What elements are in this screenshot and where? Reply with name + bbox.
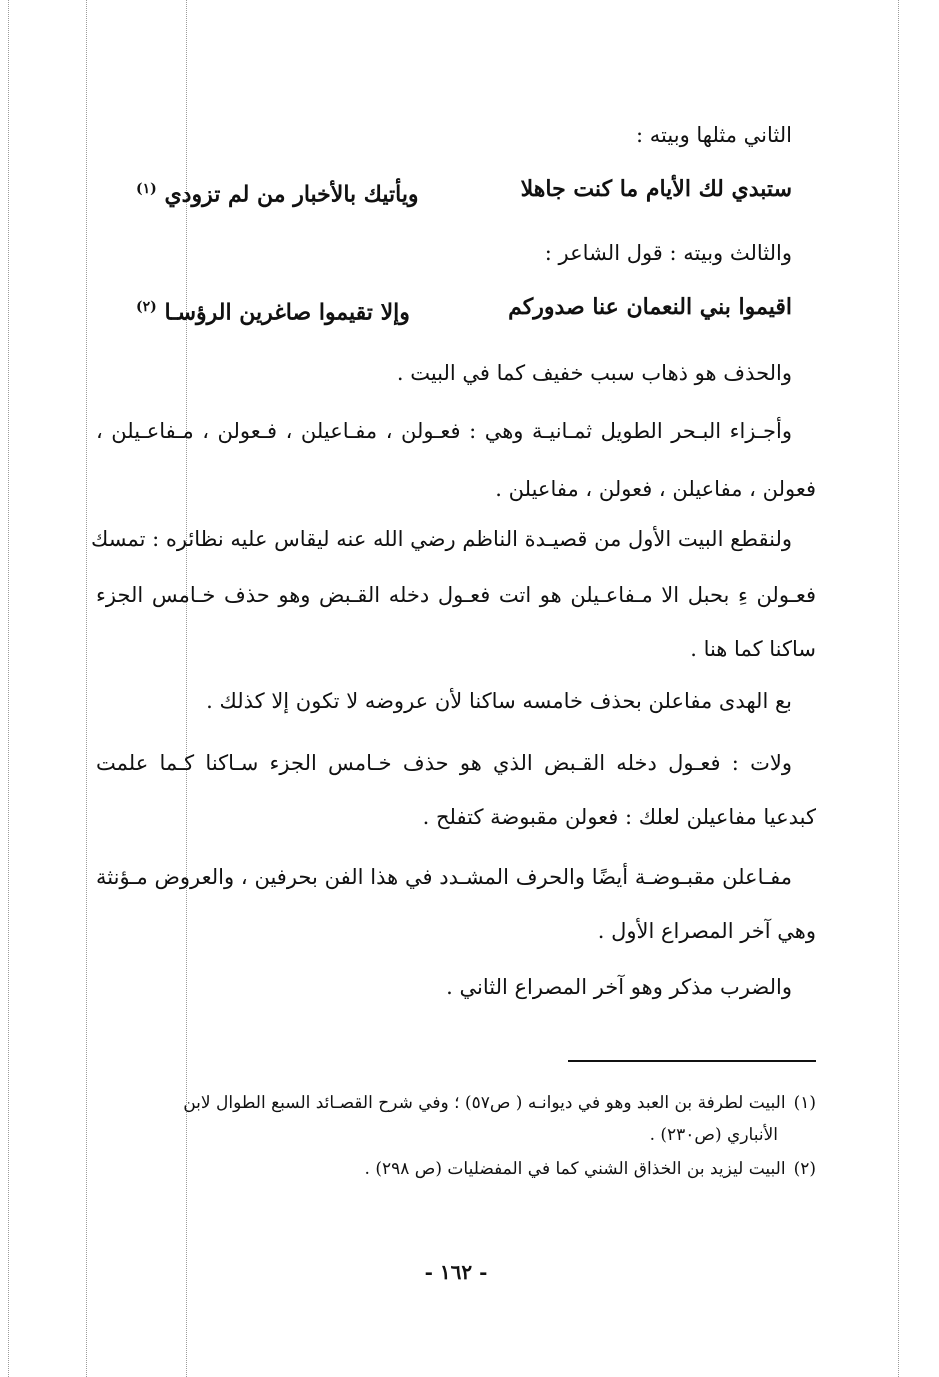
body-line: والثالث وبيته : قول الشاعر : xyxy=(544,241,792,265)
scan-dotted-guide xyxy=(8,0,9,1377)
body-line: وهي آخر المصراع الأول . xyxy=(597,919,816,943)
verse-second-hemistich-text: وإلا تقيموا صاغرين الرؤسـا xyxy=(164,299,410,326)
verse-second-hemistich-text: ويأتيك بالأخبار من لم تزودي xyxy=(164,181,419,208)
body-line: مفـاعلن مقبـوضـة أيضًا والحرف المشـدد في هذا الفن بحرفين ، والعروض مـؤنثة xyxy=(96,865,792,889)
footnote-text: البيت ليزيد بن الخذاق الشني كما في المفضليات (ص ٢٩٨) . xyxy=(364,1159,786,1179)
footnote-number: (٢) xyxy=(793,1159,816,1179)
body-line: وأجـزاء البـحر الطويل ثمـانيـة وهي : فعـولن ، مفـاعيلن ، فـعولن ، مـفاعـيلن ، xyxy=(96,419,792,443)
footnote-reference: (٢) xyxy=(136,299,157,315)
body-line: ولنقطع البيت الأول من قصيـدة الناظم رضي الله عنه ليقاس عليه نظائره : تمسك xyxy=(91,527,792,551)
page-number: - ١٦٢ - xyxy=(424,1260,488,1284)
footnote-1-continuation: الأنباري (ص٢٣٠) . xyxy=(649,1125,778,1145)
footnote-reference: (١) xyxy=(136,181,157,197)
body-line: والحذف هو ذهاب سبب خفيف كما في البيت . xyxy=(396,361,792,385)
book-page xyxy=(91,110,816,1310)
verse-first-hemistich: اقيموا بني النعمان عنا صدوركم xyxy=(508,294,792,320)
body-line: والضرب مذكر وهو آخر المصراع الثاني . xyxy=(446,975,792,999)
footnote-1 xyxy=(96,1090,816,1116)
body-line: فعولن ، مفاعيلن ، فعولن ، مفاعيلن . xyxy=(495,477,816,501)
verse-first-hemistich: ستبدي لك الأيام ما كنت جاهلا xyxy=(520,176,792,202)
verse-second-hemistich xyxy=(136,290,410,329)
scan-dotted-guide xyxy=(898,0,899,1377)
body-line: ولات : فعـول دخله القـبض الذي هو حذف خـامس الجزء سـاكنا كـما علمت xyxy=(96,751,792,775)
footnote-separator xyxy=(568,1060,816,1062)
body-line: ساكنا كما هنا . xyxy=(690,637,816,661)
scan-dotted-guide xyxy=(86,0,87,1377)
body-line: فعـولن ءِ بحبل الا مـفاعـيلن هو اتت فعـول دخله القـبض وهو حذف خـامس الجزء xyxy=(96,583,816,607)
footnote-number: (١) xyxy=(793,1093,816,1113)
footnote-text: البيت لطرفة بن العبد وهو في ديوانـه ( ص٥٧) ؛ وفي شرح القصـائد السبع الطوال لابن xyxy=(183,1093,786,1113)
body-line: كبدعيا مفاعيلن لعلك : فعولن مقبوضة كتفلح . xyxy=(422,805,816,829)
body-line: الثاني مثلها وبيته : xyxy=(636,123,792,147)
verse-second-hemistich xyxy=(136,172,419,211)
footnote-2 xyxy=(96,1156,816,1182)
body-line: بع الهدى مفاعلن بحذف خامسه ساكنا لأن عروضه لا تكون إلا كذلك . xyxy=(206,689,792,713)
